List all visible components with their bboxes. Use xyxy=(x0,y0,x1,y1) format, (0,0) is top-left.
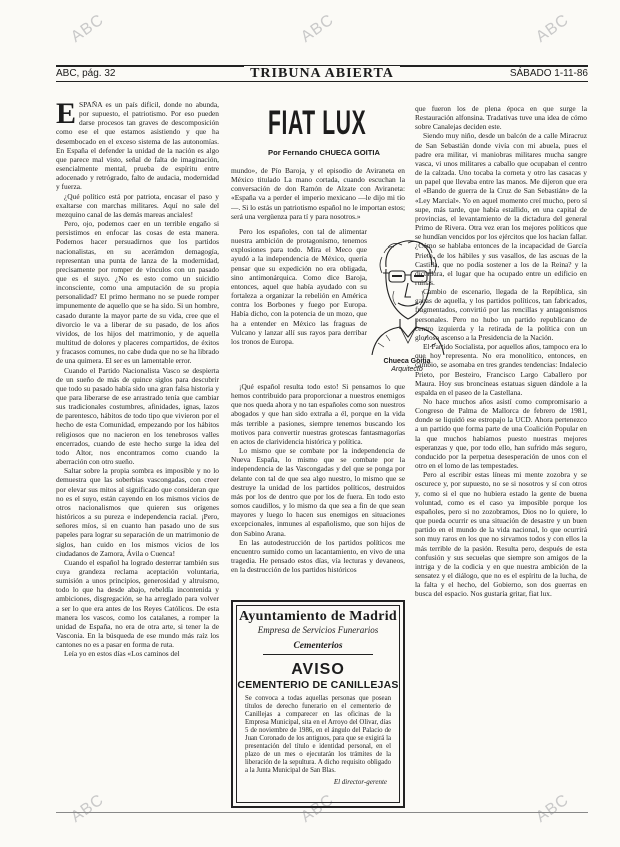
paragraph: El Partido Socialista, por aquellos años, tampoco era lo que hoy representa. No era monolítico, entonces, en cambio, se asomaba en tres grandes tendencias: Indalecio Prieto, por Besteiro, Francisco Largo Caballero por Maura. Hoy sus broncíneas estatuas siguen dándole a la espalda en el paseo de la Castellana. xyxy=(415,342,587,397)
watermark-abc: ABC xyxy=(533,11,573,46)
watermark-abc: ABC xyxy=(68,791,108,826)
page-header xyxy=(56,65,588,83)
article-column-1 xyxy=(56,100,219,808)
notice-divider xyxy=(263,654,373,655)
paragraph: Cuando el español ha logrado desterrar también sus cuya grandeza reclama aceptación voluntaria, sumisión a unos principios, generosidad y altruismo, todo lo que ha desde abajo, rebeldía incontenida y ambiciones, disgregación, se ha arreglado para volver a ser lo que era antes de los Reyes Católicos. De esta manera los vascos, como los catalanes, a romper la unidad de España, no era de otra arte, si tener la de Vasconia. En la búsqueda de ese mundo más raíz los cantones no es a pasar en forma de ruta. xyxy=(56,557,219,650)
paragraph: Cambio de escenario, llegada de la República, sin ganas de aquella, y los partidos políticos, tan fabricados, fragmentados, convirtió por las rencillas y antagonismos personales. Pero no hubo un partido republicano de centro izquierda y la retirada de la política con un glorioso ascenso a la Presidencia de la Nación. xyxy=(415,287,587,342)
paragraph: Pero, ojo, podemos caer en un terrible engaño si persistimos en enfocar las cosas de esta manera. Podemos hacer persuadirnos que los partidos nacionalistas, en su acerámdon demagogía, representan una punta de lanza de la modernidad, precisamente por romper de vínculos con un pasado que es el suyo. ¿No es esto como un suicidio inconsciente, como una amputación de su propia personalidad? El primo hermano no se puede romper impunemente de aquello que se ha sido. Si un hombre, casado durante la mayor parte de su vida, cree que el divorcio le va a liberar de su pasado, de los años vividos, de los hijos del matrimonio, y de aquella multitud de dolores y placeres compartidos, de éxitos y fracasos comunes, no cabe duda que no se ha librado de una quimera. El ser es un lamentable error. xyxy=(56,219,219,366)
paragraph: ¡Qué español resulta todo esto! Si pensamos lo que hemos contribuido para proporcionar a nuestros enemigos que nos queda ahora y no tan españoles como son nuestros abogados y que han sido extraña a él, porque en la vida más terrible a pasiones, siempre tenemos buscando los motivos para convertir nuestras grotescas fantasmagorías en actos de clarividencia histórica y política. xyxy=(231,382,405,446)
article-column-2-top xyxy=(231,166,405,226)
drop-cap: E xyxy=(56,100,77,130)
article-title: FIAT LUX xyxy=(268,104,367,142)
funeral-services-notice xyxy=(231,600,405,808)
footer-rule xyxy=(56,812,588,813)
section-title: TRIBUNA ABIERTA xyxy=(56,66,588,82)
paragraph: que fueron los de plena época en que surge la Restauración alfonsina. Tradativas tuve una idea de cómo sobre Canalejas deciden este. xyxy=(415,104,587,132)
watermark-abc: ABC xyxy=(298,11,338,46)
notice-headline: AVISO xyxy=(291,661,345,678)
paragraph: En las autodestrucción de los partidos políticos me encuentro sumido como un lacantamiento, en vivo de una tragedia. He pensado estos días, vía lecturas y devaneos, en la destrucción de los partidos históricos xyxy=(231,537,405,575)
notice-section: Cementerios xyxy=(293,641,343,651)
notice-department: Empresa de Servicios Funerarios xyxy=(257,625,379,635)
paragraph: mundo», de Pío Baroja, y el episodio de Aviraneta en México titulado La mano cortada, cuando escuchan la conversación de don Ramón de Alzate con Aviraneta: «España va a perder el imperio mexicano —le dijo mi tío—. Si lo estás un patriotismo español no le importan estos; será una vergüenza para tí y para nosotros.» xyxy=(231,166,405,221)
paragraph: Pero al escribir estas líneas mi mente zozobra y se oscurece y, por supuesto, no se si nosotros y sí con otros y, como si el que no hubiera estado la gente de buena voluntad, como es el caso ya imposible porque los españoles, pero si no zozobramos, Dios no lo quiere, lo que pueda ocurrir es una situación de desastre y un buen partido en el mundo de la vida nacional, lo que ocurrirá son muy raros en los que no sirvamos todos y con ellos la más terrible de la pasión. Resulta pero, después de esta confusión y sus secuelas que siempre son amigos de la intriga y de la codicia y en que nuestra ambición de la sensatez y el diálogo, que no es el espíritu de la lucha, de la falta y el hecho, del Gobierno, son dos guerras en busca del espacio. Nos gustaría gritar, fiat lux. xyxy=(415,470,587,599)
notice-body: Se convoca a todas aquellas personas que posean títulos de derecho funerario en el cementerio de Canillejas a comparecer en las oficinas de la Empresa Municipal, sita en el Arroyo del Olivar, días 5 de noviembre de 1986, en el ángulo del Palacio de Juan Coronado de los antiguos, para que se exigirá la presentación del título e identidad personal, en el plazo de un mes o ejecutarán los trámites de la liberación de la sepultura. A dicho requisito obligado a la Junta Municipal de San Blas. xyxy=(245,695,391,774)
portrait-role: Arquitecto xyxy=(391,366,423,373)
article-column-2-beside-portrait xyxy=(231,227,367,382)
paragraph: Lo mismo que se combate por la independencia de Nueva España, lo mismo que se combate por la independencia de las Vascongadas y del que se ponga por delante con tal de que sea algo nuestro, lo mismo que se destruye la unidad de los partidos políticos, destruidos más por los de dentro que por los de fuera. En todo esto somos caudillos, y lo mismo da que sea a fin de que sean mayores y luego lo hacen sus enemigos en situaciones excepcionales, inmunes al españolismo, que son hijos de don Sabino Arana. xyxy=(231,446,405,538)
paragraph: Cuando el Partido Nacionalista Vasco se despierta de un sueño de más de quince siglos para descubrir que todo su pasado había sido una gran falsa historia y que para liberarse de ese arrastrado tenía que cambiar sus tradicionales costumbres, afinidades, ignas, lazos de parentesco, hábitos de todo tipo que vivieron por el hecho de esta Comunidad, empezando por los hábitos religiosos que no nacieron en los tenebrosos valles encerrados, cuando de este hecho surge la idea del todo Altor, nos encontramos como cuando la aberración con otro sueño. xyxy=(56,365,219,467)
article-column-4 xyxy=(415,104,587,820)
article-column-2-bottom xyxy=(231,382,405,592)
issue-date: SÁBADO 1-11-86 xyxy=(509,68,588,79)
lead-paragraph: ESPAÑA es un país difícil, donde no abunda, por supuesto, el patriotismo. Por eso pueden darse procesos tan graves de descomposición como ese el que estamos asistiendo y que ha desembocado en el exceso sistema de las autonomías. En España el defender la unidad de la nación es algo que parece mal visto, señal de falta de imaginación, esencialmente mental, prueba de espíritu entre adocenado y retrógrado, falto de audacia, modernidad y fuerza. xyxy=(56,100,219,192)
watermark-abc: ABC xyxy=(533,791,573,826)
article-byline: Por Fernando CHUECA GOITIA xyxy=(268,148,380,157)
paragraph: Leía yo en estos días «Los caminos del xyxy=(64,649,180,659)
paragraph: Siendo muy niño, desde un balcón de a calle Miracruz de San Sebastián donde vivía con mi abuela, pues el padre era militar, vi maniobras militares mucha sangre vasca, vi unos militares a caballo que ocupaban el centro de la calzada. Uno tocaba la corneta y otro las casacas y un papel que llevaba entre las manos. Me dijeron que era el «Bando de guerra de la Cruz de San Sebastián» de la «Ley Marcial». Yo en aquel momento creí mucho, pero sí supe, más tarde, que había estallido, en una capital de provincias, el levantamiento de la dictadura del general Primo de Rivera. Otra vez eran los mejores políticos que se hundían vencidos por los ejércitos que los hacían fallar. ¿Cómo se hablaba entonces de la incapacidad de García Prieto, de los hábiles y sus vasallos, de las ascuas de la Castilla, que no podía sostener a los de la Reina? y la dictadura, el lugar que ha ocupado entre un edificio en ruinas. xyxy=(415,131,587,287)
notice-organization: Ayuntamiento de Madrid xyxy=(238,609,397,624)
watermark-abc: ABC xyxy=(68,11,108,46)
paragraph: No hace muchos años asistí como compromisario a Congreso de Palma de Mallorca de febrero de 1981, donde se liquidó ese estropajo la UCD. Ahora pertenezco a un partido que forma parte de una Coalición Popular en la que muchos habíamos puesto nuestras mejores esperanzas y que, por todo ello, han sufrido más seguro, conducido por la perpetua desesperación de unos con el otro en el lomo de las tempestades. xyxy=(415,397,587,471)
paragraph: ¿Qué político está por patriota, encasar el paso y exaltarse con marchas militares. Aquí no sale del mezquino canal de las demás mareas anciales! xyxy=(56,191,219,219)
notice-signature: El director-gerente xyxy=(333,778,387,786)
watermark-abc: ABC xyxy=(298,791,338,826)
paragraph: Saltar sobre la propia sombra es imposible y no lo demuestra que las soberbias vascongadas, con creer por elevar sus mitos al significado que consideran que no es el suyo, están cayendo en los mismos vicios de otros nacionalismos que quieren sus orígenes históricos a su pureza e independencia racial. ¡Pero, señores míos, si en cuanto han pasado uno de sus papeles para lograr su separación de un matrimonio de siglos, han cuido en los mismos vicios de los ciudadanos de Zamora, Ávila o Cuenca! xyxy=(56,466,219,558)
notice-frame xyxy=(236,605,400,803)
portrait-name: Chueca Goitia xyxy=(383,358,431,365)
notice-subheadline: CEMENTERIO DE CANILLEJAS xyxy=(237,679,399,691)
paragraph: Pero los españoles, con tal de alimentar nuestra ambición de protagonismo, tenemos explosiones para todo. Mira el Meco que ayudó a la independencia de México, quería pensar que su expedición no era obligada, sino antimonárquica. Como dice Baroja, entonces, aquel que había ayudado con su fortaleza a organizar la rebelión en América contra los Borbones y fuego por Europa. Había dicho, con la potencia de un mozo, que ha a entender en México las fraguas de Vulcano y lanzar allí sus rayos para derribar los tronos de Europa. xyxy=(231,227,367,346)
page-number: ABC, pág. 32 xyxy=(56,68,116,79)
